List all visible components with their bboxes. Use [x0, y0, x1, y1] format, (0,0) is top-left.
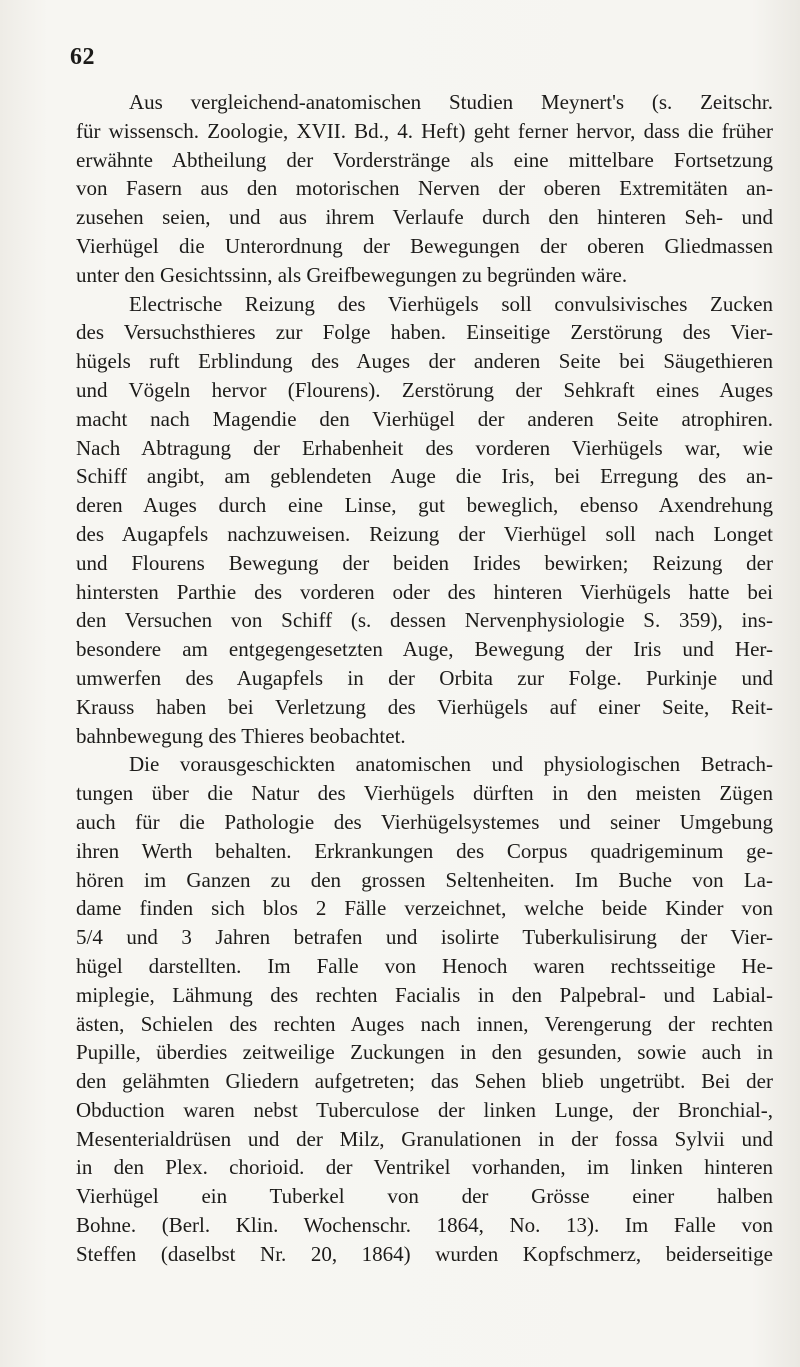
text-line: und Vögeln hervor (Flourens). Zerstörung der Sehkraft eines Auges	[76, 377, 773, 402]
text-line: hügel darstellten. Im Falle von Henoch waren rechtsseitige He-	[76, 953, 773, 978]
text-line: dame finden sich blos 2 Fälle verzeichnet, welche beide Kinder von	[76, 896, 773, 921]
text-line: Steffen (daselbst Nr. 20, 1864) wurden Kopfschmerz, beiderseitige	[76, 1241, 773, 1266]
text-line: Vierhügel die Unterordnung der Bewegungen der oberen Gliedmassen	[76, 233, 773, 258]
text-line: deren Auges durch eine Linse, gut beweglich, ebenso Axendrehung	[76, 493, 773, 518]
text-line: tungen über die Natur des Vierhügels dürften in den meisten Zügen	[76, 781, 773, 806]
text-line: ästen, Schielen des rechten Auges nach innen, Verengerung der rechten	[76, 1011, 773, 1036]
text-line: Krauss haben bei Verletzung des Vierhügels auf einer Seite, Reit-	[76, 694, 773, 719]
text-line: zusehen seien, und aus ihrem Verlaufe durch den hinteren Seh- und	[76, 205, 773, 230]
text-line: besondere am entgegengesetzten Auge, Bewegung der Iris und Her-	[76, 637, 773, 662]
text-line: erwähnte Abtheilung der Vorderstränge als eine mittelbare Fortsetzung	[76, 147, 773, 172]
text-line: Pupille, überdies zeitweilige Zuckungen in den gesunden, sowie auch in	[76, 1040, 773, 1065]
text-line: den gelähmten Gliedern aufgetreten; das Sehen blieb ungetrübt. Bei der	[76, 1069, 773, 1094]
text-line: des Augapfels nachzuweisen. Reizung der Vierhügel soll nach Longet	[76, 521, 773, 546]
text-line: für wissensch. Zoologie, XVII. Bd., 4. Heft) geht ferner hervor, dass die früher	[76, 118, 773, 143]
text-line: macht nach Magendie den Vierhügel der anderen Seite atrophiren.	[76, 406, 773, 431]
text-line: Schiff angibt, am geblendeten Auge die Iris, bei Erregung des an-	[76, 464, 773, 489]
text-line: hintersten Parthie des vorderen oder des hinteren Vierhügels hatte bei	[76, 579, 773, 604]
text-line: und Flourens Bewegung der beiden Irides bewirken; Reizung der	[76, 550, 773, 575]
body-text	[76, 88, 773, 1269]
text-line: Obduction waren nebst Tuberculose der linken Lunge, der Bronchial-,	[76, 1097, 773, 1122]
text-line: von Fasern aus den motorischen Nerven der oberen Extremitäten an-	[76, 176, 773, 201]
text-line: Vierhügel ein Tuberkel von der Grösse einer halben	[76, 1184, 773, 1209]
text-line: den Versuchen von Schiff (s. dessen Nervenphysiologie S. 359), ins-	[76, 608, 773, 633]
page-number: 62	[70, 44, 95, 70]
text-line: Die vorausgeschickten anatomischen und physiologischen Betrach-	[129, 752, 773, 777]
text-line: umwerfen des Augapfels in der Orbita zur Folge. Purkinje und	[76, 665, 773, 690]
text-line: hügels ruft Erblindung des Auges der anderen Seite bei Säugethieren	[76, 349, 773, 374]
text-line: Bohne. (Berl. Klin. Wochenschr. 1864, No. 13). Im Falle von	[76, 1213, 773, 1238]
text-line: Electrische Reizung des Vierhügels soll convulsivisches Zucken	[129, 291, 773, 316]
text-line: Aus vergleichend-anatomischen Studien Meynert's (s. Zeitschr.	[129, 90, 773, 114]
text-line: bahnbewegung des Thieres beobachtet.	[76, 723, 406, 748]
text-line: miplegie, Lähmung des rechten Facialis in den Palpebral- und Labial-	[76, 982, 773, 1007]
text-line: in den Plex. chorioid. der Ventrikel vorhanden, im linken hinteren	[76, 1155, 773, 1180]
text-line: unter den Gesichtssinn, als Greifbewegungen zu begründen wäre.	[76, 262, 628, 287]
text-line: des Versuchsthieres zur Folge haben. Einseitige Zerstörung des Vier-	[76, 320, 773, 345]
text-line: 5/4 und 3 Jahren betrafen und isolirte Tuberkulisirung der Vier-	[76, 925, 773, 950]
text-line: Mesenterialdrüsen und der Milz, Granulationen in der fossa Sylvii und	[76, 1126, 773, 1151]
text-line: hören im Ganzen zu den grossen Seltenheiten. Im Buche von La-	[76, 867, 773, 892]
text-line: Nach Abtragung der Erhabenheit des vorderen Vierhügels war, wie	[76, 435, 773, 460]
text-line: ihren Werth behalten. Erkrankungen des Corpus quadrigeminum ge-	[76, 838, 773, 863]
text-line: auch für die Pathologie des Vierhügelsystemes und seiner Umgebung	[76, 809, 773, 834]
